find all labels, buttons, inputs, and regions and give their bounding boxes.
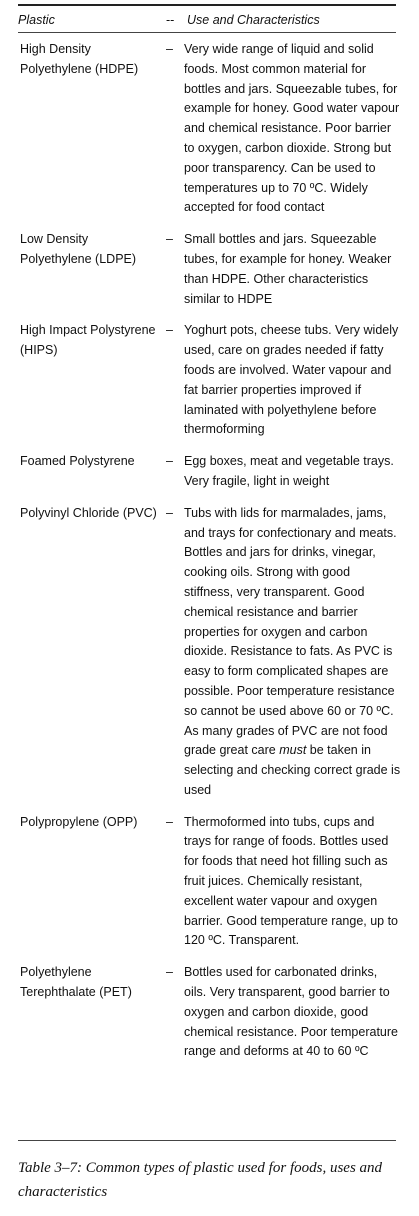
- row-dash: –: [166, 965, 173, 980]
- plastic-description: Small bottles and jars. Squeezable tubes, for example for honey. Weaker than HDPE. Other characteristics similar to HDPE: [184, 232, 392, 306]
- plastic-name: High Impact Polystyrene (HIPS): [20, 323, 156, 358]
- plastic-description: Bottles used for carbonated drinks, oils. Very transparent, good barrier to oxygen and carbon dioxide, good chemical resistance. Poor temperature range and deforms at 40 to 60 ºC: [184, 965, 398, 1059]
- header-use: Use and Characteristics: [187, 13, 320, 27]
- plastic-name: Polyethylene Terephthalate (PET): [20, 965, 132, 1000]
- plastic-description: [184, 504, 402, 801]
- plastic-name: Low Density Polyethylene (LDPE): [20, 232, 137, 266]
- top-rule: [18, 4, 396, 6]
- table-row: [0, 963, 419, 1062]
- table-header: [0, 10, 419, 32]
- plastic-name: High Density Polyethylene (HDPE): [20, 42, 139, 76]
- row-dash: –: [166, 814, 173, 829]
- table-row: [0, 321, 419, 440]
- row-dash: –: [166, 323, 173, 338]
- plastic-name: Polyvinyl Chloride (PVC): [20, 505, 157, 520]
- header-dash: --: [166, 13, 175, 27]
- plastic-name: Polypropylene (OPP): [20, 814, 138, 829]
- row-dash: –: [166, 42, 173, 56]
- table-row: [0, 452, 419, 492]
- row-dash: –: [166, 232, 173, 247]
- bottom-rule: [18, 1140, 396, 1141]
- table-row: [0, 230, 419, 309]
- plastic-name: Foamed Polystyrene: [20, 454, 135, 469]
- description-text: Tubs with lids for marmalades, jams, and trays for confectionary and meats. Bottles and jars for drinks, vinegar, cooking oils. Strong with good stiffness, very transparent. Good chemical resistance and barrier properties for oxygen and carbon dioxide. Resistance to fats. As PVC is easy to form complicated shapes are possible. Poor temperature resistance so cannot be used above 60 or 70 ºC. As many grades of PVC are not food grade great care: [184, 505, 397, 758]
- header-plastic: Plastic: [18, 13, 55, 27]
- table-row: [0, 504, 419, 801]
- header-rule: [18, 32, 396, 33]
- table-caption: Table 3–7: Common types of plastic used for foods, uses and characteristics: [18, 1160, 383, 1200]
- plastic-description: Very wide range of liquid and solid foods. Most common material for bottles and jars. Squeezable tubes, for example for honey. Good water vapour and chemical resistance. Poor barrier to oxygen, carbon dioxide. Strong but poor transparency. Can be used to temperatures up to 70 ºC. Widely accepted for food contact: [184, 42, 400, 215]
- table-body: [0, 40, 419, 1062]
- plastic-description: Thermoformed into tubs, cups and trays for range of foods. Bottles used for foods that need hot filling such as fruit juices. Chemically resistant, excellent water vapour and oxygen barrier. Good temperature range, up to 120 ºC. Transparent.: [184, 814, 399, 948]
- table-row: [0, 813, 419, 952]
- plastic-description: Yoghurt pots, cheese tubs. Very widely used, care on grades needed if fatty foods are involved. Water vapour and fat barrier properties improved if laminated with polyethylene before thermoforming: [184, 323, 399, 437]
- row-dash: –: [166, 454, 173, 469]
- plastic-description: Egg boxes, meat and vegetable trays. Very fragile, light in weight: [184, 454, 394, 488]
- table-row: [0, 40, 419, 218]
- description-text: be taken in selecting and checking correct grade is used: [184, 743, 401, 797]
- row-dash: –: [166, 505, 173, 520]
- emphasis-text: must: [279, 743, 307, 758]
